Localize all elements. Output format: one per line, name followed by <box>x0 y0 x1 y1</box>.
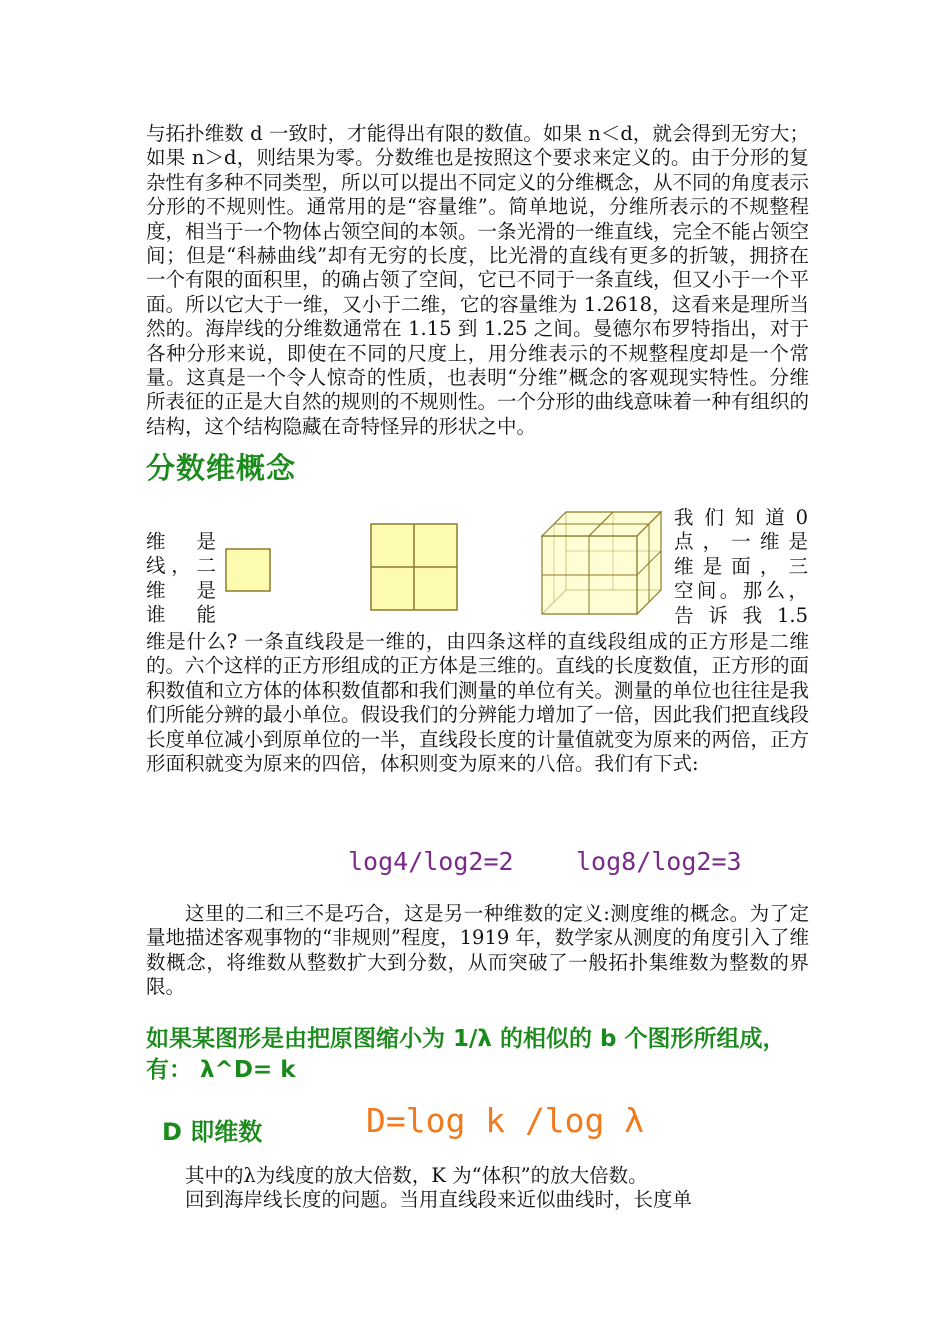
square-small-figure <box>225 548 273 594</box>
definition-statement: 如果某图形是由把原图缩小为 1/λ 的相似的 b 个图形所组成，有： λ^D= k <box>146 1026 786 1083</box>
right-line: 维是面，三 <box>674 554 808 578</box>
right-line: 点，一维是 <box>674 530 808 554</box>
section-heading: 分数维概念 <box>146 451 297 485</box>
text-line: 回到海岸线长度的问题。当用直线段来近似曲线时，长度单 <box>185 1188 693 1212</box>
right-text-column <box>674 506 808 628</box>
formula-log4: log4/log2=2 <box>348 847 514 876</box>
paragraph-fractal-dimension: 与拓扑维数 d 一致时，才能得出有限的数值。如果 n＜d，就会得到无穷大；如果 n＞d，则结果为零。分数维也是按照这个要求来定义的。由于分形的复杂性有多种不同类型，所以可以提出不同定义的分维概念，从不同的角度表示分形的不规则性。通常用的是“容量维”。简单地说，分维所表示的不规整程度，相当于一个物体占领空间的本领。一条光滑的一维直线，完全不能占领空间；但是“科赫曲线”却有无穷的长度，比光滑的直线有更多的折皱，拥挤在一个有限的面积里，的确占领了空间，它已不同于一条直线，但又小于一个平面。所以它大于一维，又小于二维，它的容量维为 1.2618，这看来是理所当然的。海岸线的分维数通常在 1.15 到 1.25 之间。曼德尔布罗特指出，对于各种分形来说，即使在不同的尺度上，用分维表示的不规整程度却是一个常量。这真是一个令人惊奇的性质，也表明“分维”概念的客观现实特性。分维所表征的正是大自然的规则的不规则性。一个分形的曲线意味着一种有组织的结构，这个结构隐藏在奇特怪异的形状之中。 <box>146 122 810 438</box>
right-line: 我 们 知 道 0 <box>674 506 808 529</box>
left-text-column <box>146 530 216 628</box>
dimension-formula: D=log k /log λ <box>366 1101 645 1140</box>
right-line: 告 诉 我 1.5 <box>674 603 808 627</box>
left-line: 谁 能 <box>146 603 216 627</box>
dimension-label: D 即维数 <box>162 1118 263 1146</box>
left-line: 维 是 <box>146 578 216 602</box>
paragraph-measure-dimension: 这里的二和三不是巧合，这是另一种维数的定义:测度维的概念。为了定量地描述客观事物的“非规则”程度，1919 年，数学家从测度的角度引入了维数概念，将维数从整数扩大到分数，从而突破了一般拓扑集维数为整数的界限。 <box>146 902 809 999</box>
left-line: 线，二 <box>146 554 216 578</box>
formula-log8: log8/log2=3 <box>576 847 742 876</box>
paragraph-dimension-explanation: 维是什么? 一条直线段是一维的，由四条这样的直线段组成的正方形是二维的。六个这样的正方形组成的正方体是三维的。直线的长度数值，正方形的面积数值和立方体的体积数值都和我们测量的单位有关。测量的单位也往往是我们所能分辨的最小单位。假设我们的分辨能力增加了一倍，因此我们把直线段长度单位减小到原单位的一半，直线段长度的计量值就变为原来的两倍，正方形面积就变为原来的四倍，体积则变为原来的八倍。我们有下式: <box>146 630 810 776</box>
right-line: 空间。那么， <box>674 579 808 603</box>
paragraph-lambda-explanation <box>146 1164 809 1213</box>
cube-figure <box>540 508 665 616</box>
left-line: 维 是 <box>146 530 216 553</box>
text-line: 其中的λ为线度的放大倍数，K 为“体积”的放大倍数。 <box>185 1164 648 1187</box>
square-grid-figure <box>370 523 460 613</box>
